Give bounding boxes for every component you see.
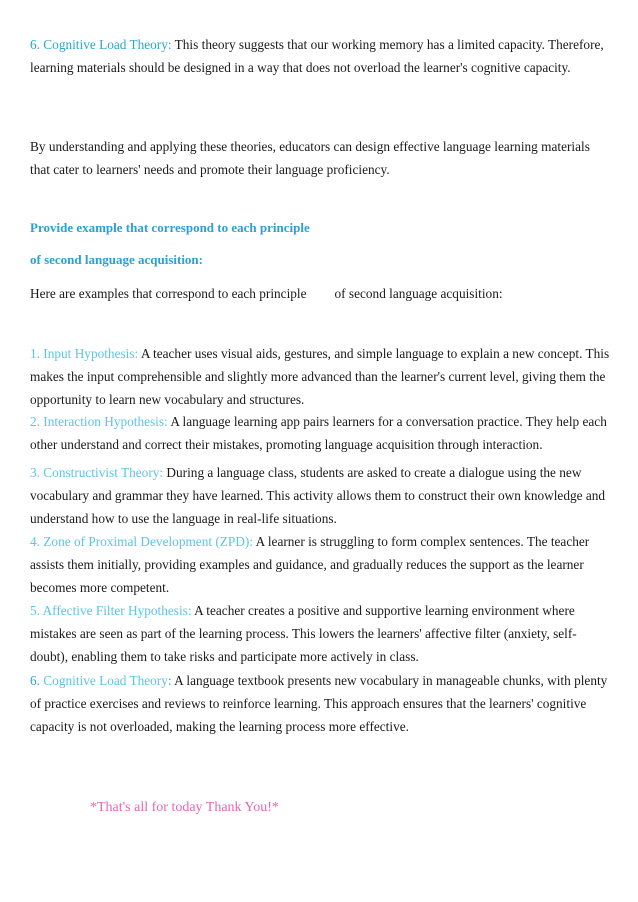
intro-text-part-1: Here are examples that correspond to each principle (30, 286, 307, 301)
example-label: 2. Interaction Hypothesis: (30, 414, 168, 429)
example-interaction-hypothesis (30, 410, 610, 456)
closing-message: *That's all for today Thank You!* (90, 800, 279, 815)
example-text: A teacher creates a positive and supportive learning environment where mistakes are seen as part of the learning process. This lowers the learners' affective filter (anxiety, self-doubt), enabling them to take risks and participate more actively in class. (30, 603, 577, 664)
example-text: A teacher uses visual aids, gestures, and simple language to explain a new concept. This makes the input comprehensible and slightly more advanced than the learner's current level, giving them the opportunity to learn new vocabulary and structures. (30, 346, 610, 407)
example-text: A learner is struggling to form complex sentences. The teacher assists them initially, providing examples and guidance, and gradually reduces the support as the learner becomes more competent. (30, 534, 590, 595)
example-text: A language textbook presents new vocabulary in manageable chunks, with plenty of practice exercises and reviews to reinforce learning. This approach ensures that the learners' cognitive capacity is not overloaded, making the learning process more effective. (30, 673, 608, 734)
example-constructivist-theory (30, 461, 610, 530)
paragraph-label: 6. Cognitive Load Theory: (30, 37, 172, 52)
summary-paragraph: By understanding and applying these theories, educators can design effective language learning materials that cater to learners' needs and promote their language proficiency. (30, 139, 590, 177)
cognitive-load-paragraph (30, 33, 610, 79)
intro-paragraph (30, 282, 610, 305)
example-cognitive-load (30, 669, 610, 738)
section-heading-line-1: Provide example that correspond to each principle (30, 220, 310, 235)
intro-text-part-2: of second language acquisition: (334, 286, 503, 301)
example-label: 5. Affective Filter Hypothesis: (30, 603, 192, 618)
example-label-colon: : (167, 673, 172, 688)
example-affective-filter (30, 599, 610, 668)
example-label: 3. Constructivist Theory: (30, 465, 164, 480)
example-label-number: 6. (30, 673, 40, 688)
example-label: 1. Input Hypothesis: (30, 346, 139, 361)
example-label: Cognitive Load Theory (39, 673, 168, 688)
section-heading-line-2: of second language acquisition: (30, 252, 203, 267)
example-label: 4. Zone of Proximal Development (ZPD): (30, 534, 254, 549)
example-text: During a language class, students are asked to create a dialogue using the new vocabulary and grammar they have learned. This activity allows them to construct their own knowledge and understand how to use the language in real-life situations. (30, 465, 606, 526)
example-text: A language learning app pairs learners for a conversation practice. They help each other understand and correct their mistakes, promoting language acquisition through interaction. (30, 414, 607, 452)
example-input-hypothesis (30, 342, 610, 411)
example-zpd (30, 530, 610, 599)
paragraph-text: This theory suggests that our working memory has a limited capacity. Therefore, learning materials should be designed in a way that does not overload the learner's cognitive capacity. (30, 37, 604, 75)
